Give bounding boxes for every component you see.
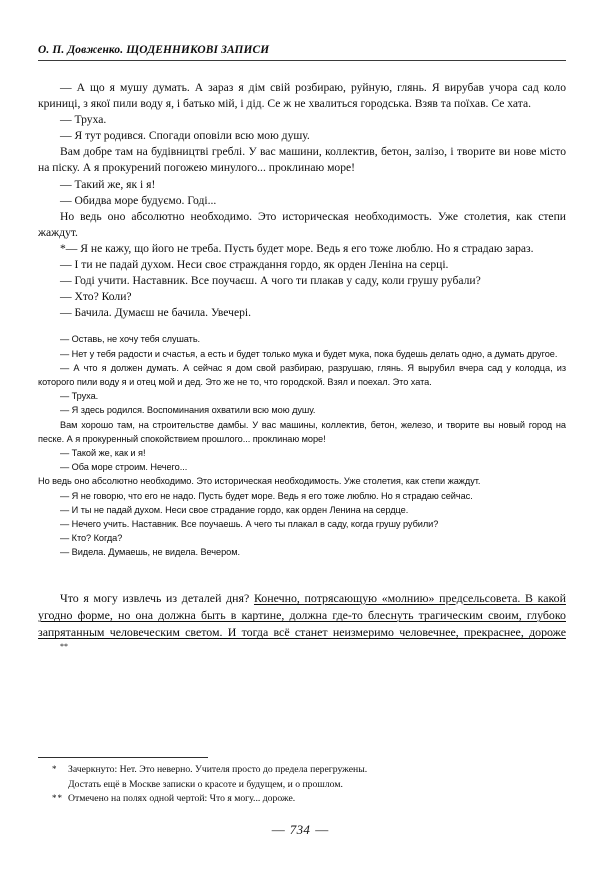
footnote-text: Зачеркнуто: Нет. Это неверно. Учителя просто до предела перегружены. xyxy=(68,764,368,775)
paragraph: — Обидва море будуємо. Годі... xyxy=(60,193,217,207)
paragraph: Но ведь оно абсолютно необходимо. Это историческая необходимость. Уже столетия, как степи жаждут. xyxy=(38,209,566,239)
paragraph-text: — Я не кажу, що його не треба. Пусть будет море. Ведь я его тоже люблю. Но я страдаю зараз. xyxy=(65,241,534,255)
paragraph-with-footnote-marker xyxy=(38,241,566,257)
footnote-marker: * xyxy=(52,764,58,774)
paragraph: Вам хорошо там, на строительстве дамбы. У вас машины, коллектив, бетон, железо, и творите вы новый город на песке. А я прокуренный спокойствием прошлого... проклинаю море! xyxy=(38,419,566,444)
folio-dash-left: — xyxy=(271,822,285,837)
russian-translation-block xyxy=(38,332,566,559)
paragraph: — Бачила. Думаєш не бачила. Увечері. xyxy=(60,306,252,320)
footnote-section xyxy=(38,757,566,807)
paragraph: — Кто? Когда? xyxy=(60,533,123,544)
footnote-item xyxy=(38,778,566,793)
paragraph: — Я тут родився. Спогади оповіли всю мою душу. xyxy=(60,129,310,143)
text-column xyxy=(38,80,566,659)
page-number xyxy=(0,822,600,838)
paragraph: — А что я должен думать. А сейчас я дом свой разбираю, разрушаю, глянь. Я вырубил вчера сад у колодца, из которого пили воду я и отец мой и дед. Это же не то, что городской. Взял и поехал. Это хата. xyxy=(38,362,566,388)
footnote-text: Достать ещё в Москве записки о красоте и будущем, и о прошлом. xyxy=(68,778,343,790)
paragraph: — Я здесь родился. Воспоминания охватили всю мою душу. xyxy=(60,405,316,416)
paragraph: — Оба море строим. Нечего... xyxy=(60,462,188,473)
paragraph: — Нет у тебя радости и счастья, а есть и будет только мука и будет мука, пока будешь делать одно, а думать другое. xyxy=(60,348,558,359)
folio-number: 734 xyxy=(289,822,311,837)
paragraph: — Такой же, как и я! xyxy=(60,448,146,459)
underlined-passage: Конечно, потрясающую «молнию» предсельсовета. В какой угодно форме, но она должна быть в картине, должна где-то блеснуть трагическим своим, глубоко запрятанным человеческим светом. И тогда всё станет неизмеримо человечнее, прекраснее, дороже xyxy=(38,590,566,640)
paragraph: — Хто? Коли? xyxy=(60,290,132,304)
final-annotated-paragraph xyxy=(38,590,566,660)
paragraph: Что я могу извлечь из деталей дня? Конечно, потрясающую «молнию» предсельсовета. В какой угодно форме, но она должна быть в картине, должна где-то блеснуть трагическим своим, глубоко запрятанным человеческим светом. И тогда всё станет неизмеримо человечнее, прекраснее, дороже** xyxy=(38,590,566,651)
paragraph: — І ти не падай духом. Неси своє страждання гордо, як орден Леніна на серці. xyxy=(60,258,449,272)
paragraph: — Такий же, як і я! xyxy=(60,177,156,191)
paragraph: — Видела. Думаешь, не видела. Вечером. xyxy=(60,547,240,558)
footnote-item xyxy=(38,763,566,778)
paragraph: — Труха. xyxy=(60,391,99,402)
paragraph-lead-text: Что я могу извлечь из деталей дня? xyxy=(60,590,250,605)
footnote-marker-single-asterisk: * xyxy=(60,241,66,255)
paragraph: Но ведь оно абсолютно необходимо. Это историческая необходимость. Уже столетия, как степи жаждут. xyxy=(38,476,481,487)
paragraph: — Годі учити. Наставник. Все поучаєш. А чого ти плакав у саду, коли грушу рубали? xyxy=(60,274,481,288)
footnote-text: Отмечено на полях одной чертой: Что я могу... дороже. xyxy=(68,793,296,805)
paragraph: — Я не говорю, что его не надо. Пусть будет море. Ведь я его тоже люблю. Но я страдаю сейчас. xyxy=(60,490,473,501)
running-header xyxy=(38,44,566,61)
paragraph: — А що я мушу думать. А зараз я дім свій розбираю, руйную, глянь. Я вирубав учора сад коло криниці, з якої пили воду я, і батько мій, і дід. Се ж не хвалиться городська. Взяв та поїхав. Се хата. xyxy=(38,81,566,111)
paragraph: Вам добре там на будівництві греблі. У вас машини, коллектив, бетон, залізо, і творите ви нове місто на піску. А я прокурений погожею минулого... проклинаю море! xyxy=(38,145,566,175)
folio-dash-right: — xyxy=(315,822,329,837)
paragraph: — Труха. xyxy=(60,113,107,127)
header-divider-rule xyxy=(38,60,566,61)
footnote-item xyxy=(38,792,566,807)
running-header-title: О. П. Довженко. ЩОДЕННИКОВІ ЗАПИСИ xyxy=(38,44,270,56)
footnote-separator-rule xyxy=(38,757,208,758)
paragraph: — Оставь, не хочу тебя слушать. xyxy=(60,334,201,345)
footnote-marker: ** xyxy=(52,793,63,804)
paragraph: — И ты не падай духом. Неси свое страдание гордо, как орден Ленина на сердце. xyxy=(60,504,409,515)
paragraph: — Нечего учить. Наставник. Все поучаешь. А чего ты плакал в саду, когда грушу рубили? xyxy=(60,519,439,530)
